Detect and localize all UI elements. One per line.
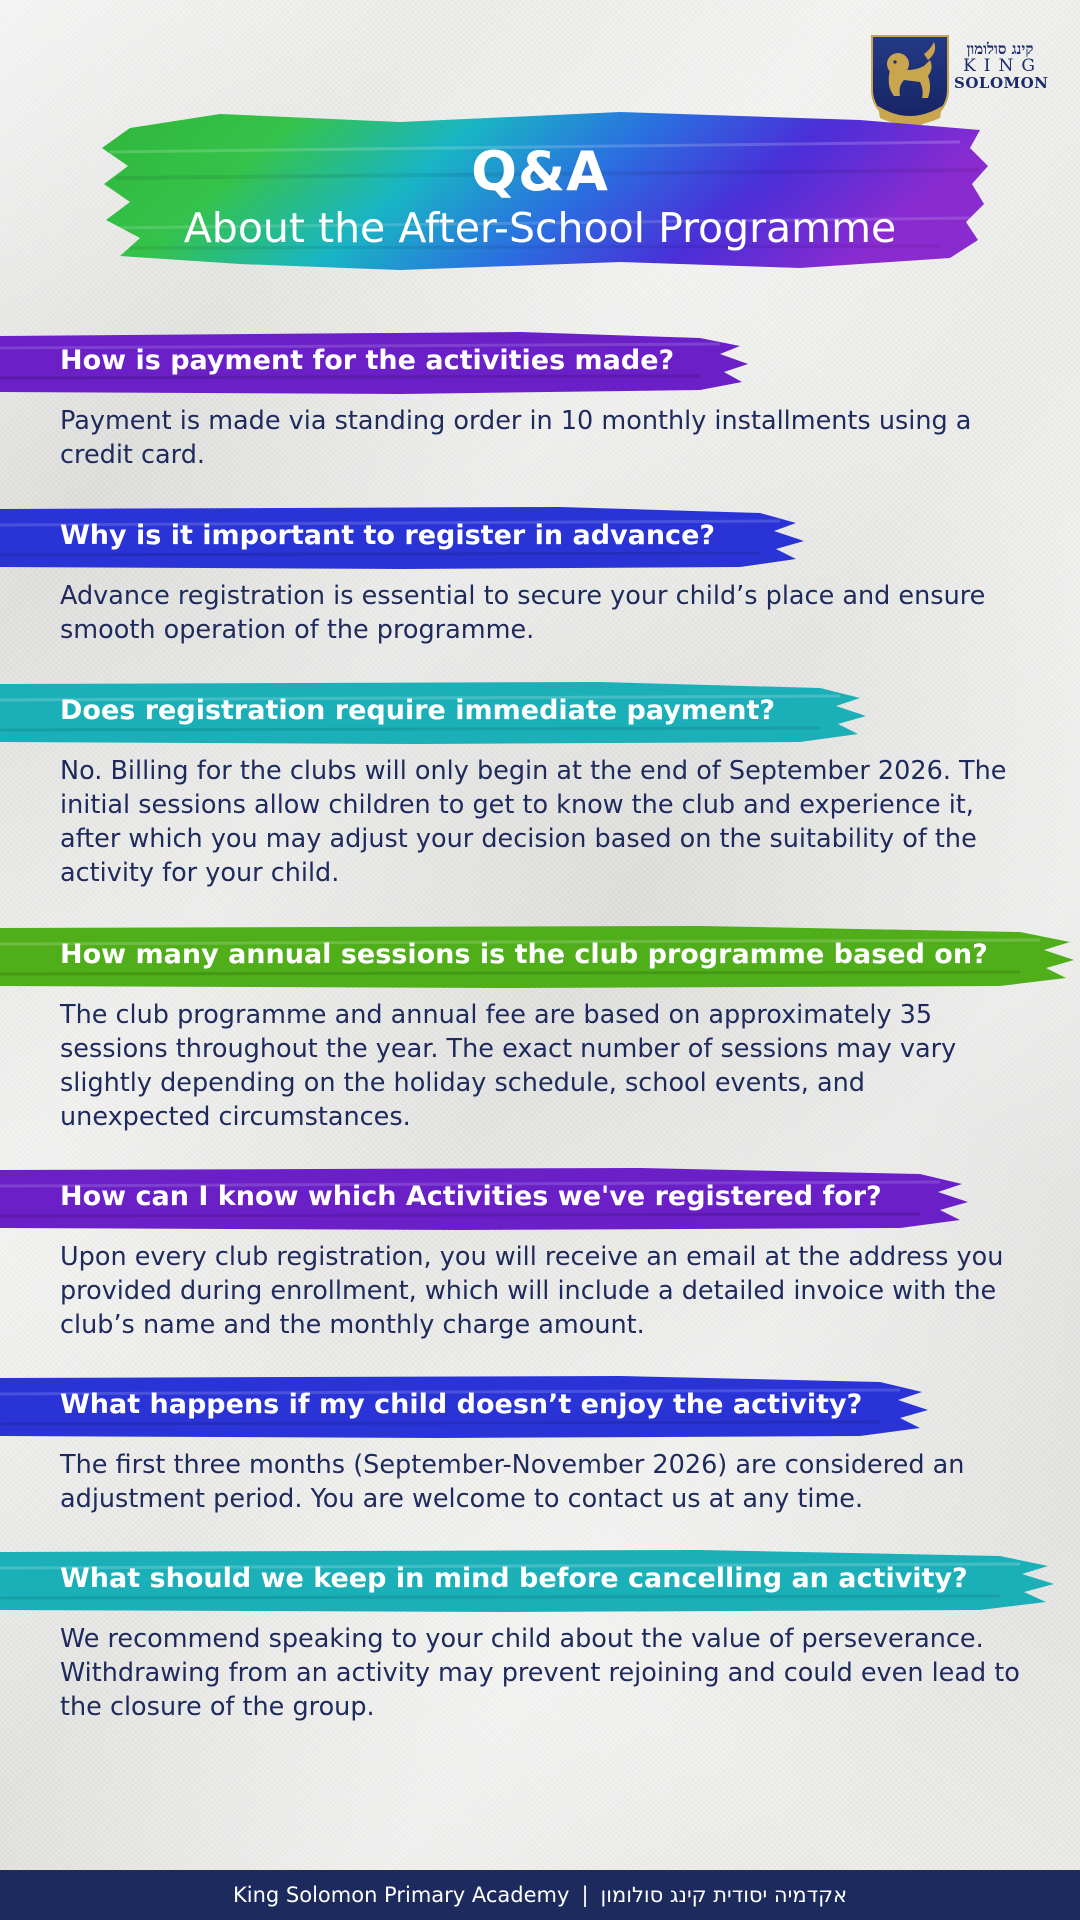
question-band	[0, 924, 1080, 990]
footer-hebrew-name: אקדמיה יסודית קינג סולומון	[600, 1883, 847, 1907]
footer-separator: |	[581, 1883, 589, 1907]
answer-text: Upon every club registration, you will receive an email at the address you provided during enrollment, which will include a detailed invoice with the club’s name and the monthly charge amount.	[60, 1242, 1004, 1340]
question-text: What happens if my child doesn’t enjoy the activity?	[60, 1389, 863, 1420]
qa-item	[0, 1374, 1080, 1516]
question-text: How is payment for the activities made?	[60, 345, 675, 376]
footer-english-name: King Solomon Primary Academy	[232, 1883, 570, 1907]
answer-text: Advance registration is essential to secure your child’s place and ensure smooth operation of the programme.	[60, 581, 986, 645]
question-band	[0, 505, 1080, 571]
title-banner	[100, 108, 990, 278]
qa-item	[0, 330, 1080, 472]
qa-item	[0, 924, 1080, 1134]
answer-text: The club programme and annual fee are based on approximately 35 sessions throughout the year. The exact number of sessions may vary slightly depending on the holiday schedule, school events, and unexpected circumstances.	[60, 1000, 957, 1132]
page-subtitle: About the After-School Programme	[183, 204, 897, 252]
question-text: Does registration require immediate payment?	[60, 695, 776, 726]
question-text: Why is it important to register in advance?	[60, 520, 716, 551]
logo-hebrew-name: קינג סולומון	[966, 40, 1034, 58]
question-band	[0, 1374, 1080, 1440]
question-band	[0, 680, 1080, 746]
logo-solomon: SOLOMON	[954, 73, 1049, 92]
answer-text: The first three months (September-November 2026) are considered an adjustment period. You are welcome to contact us at any time.	[60, 1450, 965, 1514]
answer-text: No. Billing for the clubs will only begin at the end of September 2026. The initial sessions allow children to get to know the club and experience it, after which you may adjust your decision based on the suitability of the activity for your child.	[60, 756, 1007, 888]
question-text: How can I know which Activities we've registered for?	[60, 1181, 882, 1212]
question-text: How many annual sessions is the club programme based on?	[60, 939, 988, 970]
qa-item	[0, 505, 1080, 647]
logo-king: KING	[963, 55, 1043, 76]
question-band	[0, 330, 1080, 396]
qa-item	[0, 1548, 1080, 1724]
footer-bar	[0, 1870, 1080, 1920]
answer-text: We recommend speaking to your child about the value of perseverance. Withdrawing from an activity may prevent rejoining and could even lead to the closure of the group.	[60, 1624, 1020, 1722]
logo-wordmark	[954, 40, 1049, 92]
qa-item	[0, 1166, 1080, 1342]
page-title: Q&A	[471, 140, 609, 203]
answer-text: Payment is made via standing order in 10 monthly installments using a credit card.	[60, 406, 972, 470]
qa-item	[0, 680, 1080, 890]
question-text: What should we keep in mind before cancelling an activity?	[60, 1563, 968, 1594]
question-band	[0, 1166, 1080, 1232]
question-band	[0, 1548, 1080, 1614]
